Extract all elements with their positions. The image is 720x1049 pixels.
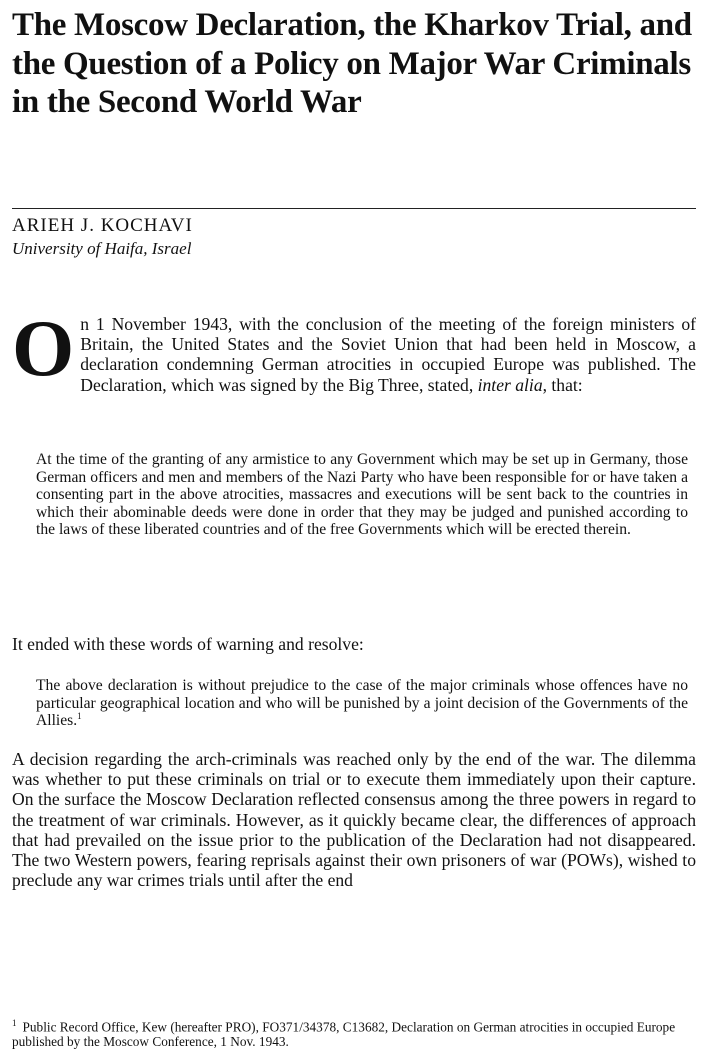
- paragraph-1-italic: inter alia: [477, 374, 543, 395]
- footnote-text: Public Record Office, Kew (hereafter PRO), FO371/34378, C13682, Declaration on German atrocities in occupied Europe published by the Moscow Conference, 1 Nov. 1943.: [12, 1019, 676, 1049]
- paragraph-1: [12, 305, 696, 395]
- article-page: [12, 0, 696, 1049]
- paragraph-2: It ended with these words of warning and resolve:: [12, 634, 364, 654]
- author-name: ARIEH J. KOCHAVI: [12, 215, 193, 236]
- block-quote-2-text: The above declaration is without prejudice to the case of the major criminals whose offences have no particular geographical location and who will be punished by a joint decision of the Governments of the Allies.: [36, 677, 688, 730]
- article-title: The Moscow Declaration, the Kharkov Trial, and the Question of a Policy on Major War Criminals in the Second World War: [12, 7, 692, 120]
- paragraph-1-text-b: , that:: [542, 374, 583, 395]
- title-rule: [12, 208, 696, 209]
- block-quote-1: At the time of the granting of any armistice to any Government which may be set up in Germany, those German officers and men and members of the Nazi Party who have been responsible for or have taken a consenting part in the above atrocities, massacres and executions will be sent back to the countries in which their abominable deeds were done in order that they may be judged and punished according to the laws of these liberated countries and of the free Governments which will be erected therein.: [36, 451, 688, 539]
- footnote: [12, 1016, 696, 1049]
- drop-cap: O: [12, 305, 75, 393]
- footnote-reference[interactable]: 1: [77, 711, 82, 721]
- author-affiliation: University of Haifa, Israel: [12, 239, 192, 258]
- footnote-mark: 1: [12, 1018, 17, 1028]
- paragraph-1-text-a: n 1 November 1943, with the conclusion of the meeting of the foreign ministers of Britain, the United States and the Soviet Union that had been held in Moscow, a declaration condemning German atrocities in occupied Europe was published. The Declaration, which was signed by the Big Three, stated,: [80, 314, 696, 395]
- paragraph-3: A decision regarding the arch-criminals was reached only by the end of the war. The dilemma was whether to put these criminals on trial or to execute them immediately upon their capture. On the surface the Moscow Declaration reflected consensus among the three powers in regard to the treatment of war criminals. However, as it quickly became clear, the differences of approach that had prevailed on the issue prior to the publication of the Declaration had not disappeared. The two Western powers, fearing reprisals against their own prisoners of war (POWs), wished to preclude any war crimes trials until after the end: [12, 749, 696, 891]
- block-quote-2: [36, 677, 688, 730]
